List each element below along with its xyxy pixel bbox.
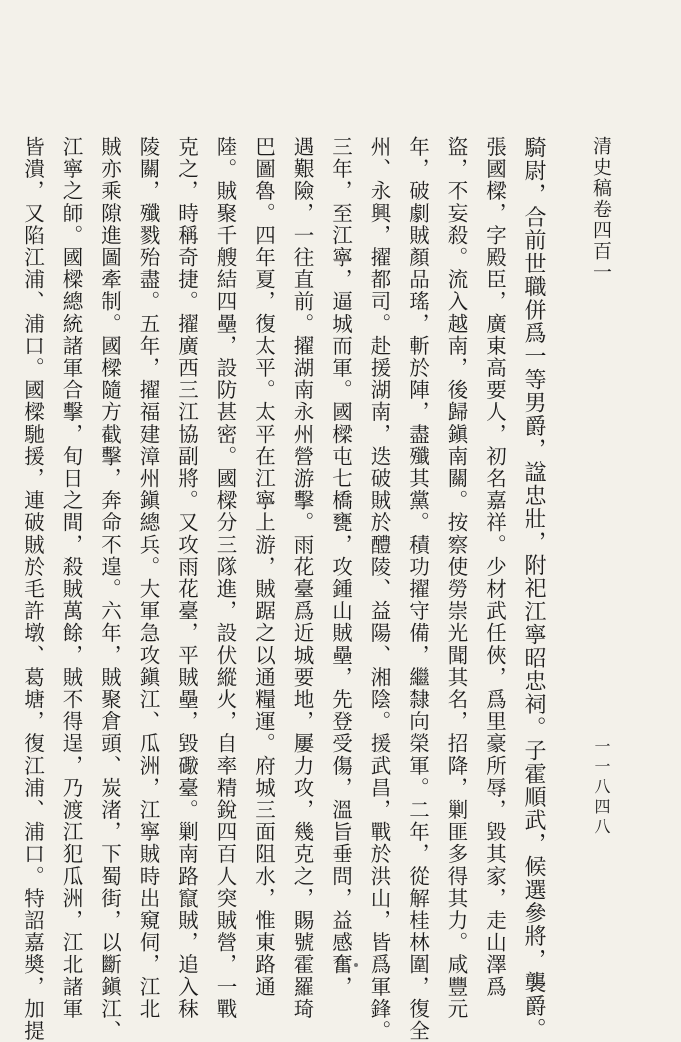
text-column: 皆潰，又陷江浦、浦口。國樑馳援，連破賊於毛許墩、葛塘，復江浦、浦口。特詔嘉奬，加提 bbox=[20, 136, 45, 1042]
text-column: 州、永興，擢都司。赴援湖南，迭破賊於醴陵、益陽、湘陰。援武昌，戰於洪山，皆爲軍鋒。 bbox=[367, 136, 391, 1042]
text-column: 三年，至江寧，逼城而軍。國樑屯七橋甕，攻鍾山賊壘，先登受傷，溫旨垂問，益感奮， bbox=[328, 136, 353, 998]
text-column: 巴圖魯。四年夏，復太平。太平在江寧上游，賊踞之以通糧運。府城三面阻水，惟東路通 bbox=[251, 136, 276, 998]
running-title: 清史稿卷四百一 bbox=[590, 136, 612, 283]
page-number: 一一八四八 bbox=[592, 738, 611, 838]
text-column: 遇艱險，一往直前。擢湖南永州營游擊。雨花臺爲近城要地，屢力攻，幾克之，賜號霍羅琦 bbox=[290, 136, 314, 1020]
text-column: 騎尉，合前世職併爲一等男爵，諡忠壯，附祀江寧昭忠祠。子霍順武，候選參將，襲爵。 bbox=[521, 136, 546, 1041]
text-column: 賊亦乘隙進圖牽制。國樑隨方截擊，奔命不遑。六年，賊聚倉頭、炭渚，下蜀街，以斷鎭江、 bbox=[97, 136, 122, 1042]
text-column: 克之，時稱奇捷。擢廣西三江協副將。又攻雨花臺，平賊壘，毀礮臺。剿南路竄賊，追入秣 bbox=[174, 136, 199, 1020]
text-column: 張國樑，字殿臣，廣東高要人，初名嘉祥。少材武任俠，爲里豪所辱，毀其家，走山澤爲 bbox=[482, 136, 507, 998]
text-column: 陵關，殲戮殆盡。五年，擢福建漳州鎭總兵。大軍急攻鎭江、瓜洲，江寧賊時出窺伺，江北 bbox=[136, 136, 160, 1020]
ink-dot bbox=[354, 963, 358, 967]
text-column: 陸。賊聚千艘結四壘，設防甚密。國樑分三隊進，設伏縱火，自率精銳四百人突賊營，一戰 bbox=[213, 136, 237, 1020]
body-text bbox=[20, 136, 552, 1042]
text-column: 年，破劇賊顏品瑤，斬於陣，盡殲其黨。積功擢守備，繼隸向榮軍。二年，從解桂林圍，復全 bbox=[405, 136, 430, 1042]
text-column: 盜，不妄殺。流入越南，後歸鎭南關。按察使勞崇光聞其名，招降，剿匪多得其力。咸豐元 bbox=[444, 136, 468, 1020]
text-column: 江寧之師。國樑總統諸軍合擊，旬日之間，殺賊萬餘，賊不得逞，乃渡江犯瓜洲，江北諸軍 bbox=[59, 136, 83, 1020]
